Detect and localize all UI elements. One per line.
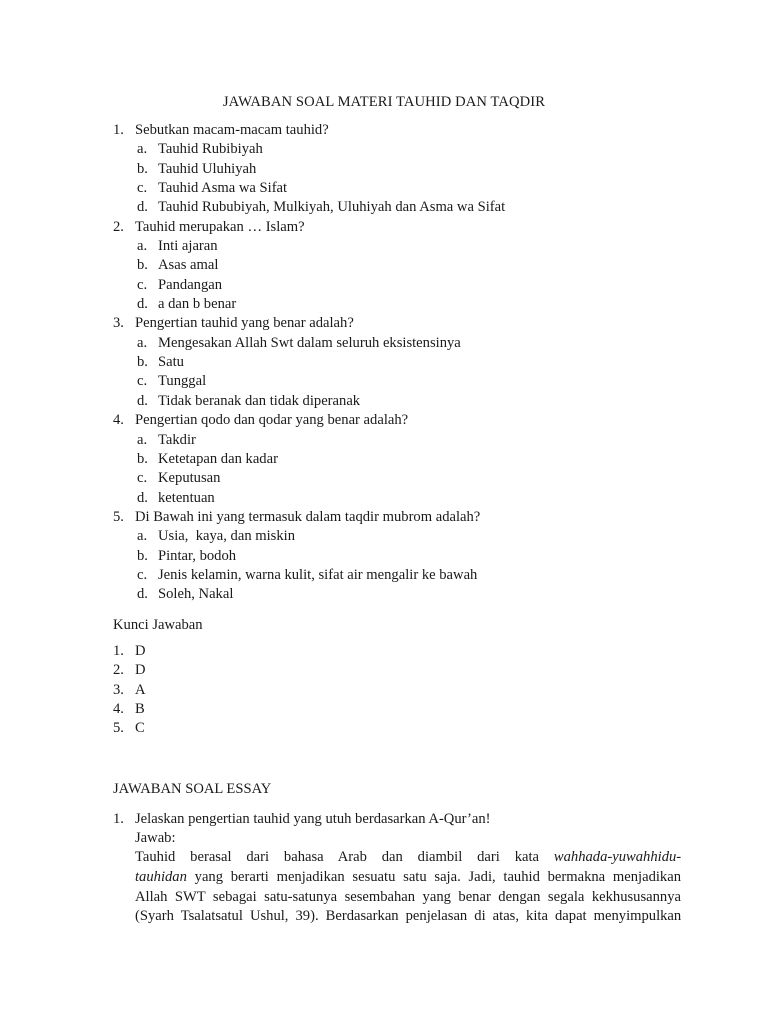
option-5a: [113, 527, 693, 546]
question-text: Sebutkan macam-macam tauhid?: [135, 122, 329, 138]
option-text: Pintar, bodoh: [158, 547, 237, 564]
answer-key-number: 1.: [113, 643, 124, 659]
question-text: Pengertian qodo dan qodar yang benar adalah?: [135, 412, 409, 429]
answer-key-value: D: [135, 662, 146, 679]
answer-key-number: 3.: [113, 681, 124, 698]
question-4: [113, 411, 693, 430]
option-text: Pandangan: [158, 276, 223, 293]
option-1d: [113, 198, 693, 217]
option-letter: c.: [137, 276, 148, 293]
option-2b: [113, 256, 693, 275]
answer-key-list: [113, 642, 313, 739]
option-1a: [113, 140, 693, 159]
option-3d: [113, 392, 693, 411]
option-text: Jenis kelamin, warna kulit, sifat air mengalir ke bawah: [158, 566, 478, 583]
answer-key-number: 5.: [113, 720, 124, 737]
option-4a: [113, 431, 693, 450]
question-text: Tauhid merupakan … Islam?: [135, 218, 305, 235]
option-text: Tauhid Rububiyah, Mulkiyah, Uluhiyah dan Asma wa Sifat: [158, 199, 506, 216]
option-letter: d.: [137, 199, 148, 216]
option-text: Tauhid Asma wa Sifat: [158, 180, 288, 197]
question-5: [113, 508, 693, 527]
answer-line-italic: wahhada-yuwahhidu-: [553, 849, 682, 865]
option-letter: d.: [137, 296, 148, 313]
option-letter: b.: [137, 257, 148, 274]
option-letter: a.: [137, 238, 148, 255]
option-text: Satu: [158, 354, 184, 371]
option-5c: [113, 566, 693, 585]
answer-line-text: yang berarti menjadikan sesuatu satu saja. Jadi, tauhid bermakna menjadikan: [186, 868, 681, 885]
answer-key-item: [113, 700, 313, 719]
option-letter: c.: [137, 180, 148, 197]
option-3c: [113, 372, 693, 391]
option-2d: [113, 295, 693, 314]
option-text: ketentuan: [158, 489, 215, 506]
option-letter: b.: [137, 354, 148, 371]
answer-line-italic: tauhidan: [135, 868, 187, 885]
answer-key-item: [113, 642, 313, 661]
answer-key-number: 2.: [113, 662, 124, 679]
question-2: [113, 218, 693, 237]
option-2c: [113, 276, 693, 295]
option-letter: a.: [137, 431, 148, 448]
question-text: Di Bawah ini yang termasuk dalam taqdir mubrom adalah?: [135, 508, 481, 525]
answer-key-value: B: [135, 701, 145, 718]
option-text: Tunggal: [158, 373, 207, 390]
question-1: [113, 121, 693, 140]
option-text: Tauhid Rubibiyah: [158, 141, 263, 158]
essay-section: [113, 810, 681, 927]
answer-key-value: C: [135, 720, 145, 737]
answer-key-item: [113, 719, 313, 738]
option-1c: [113, 179, 693, 198]
option-text: Takdir: [158, 431, 196, 448]
option-letter: c.: [137, 566, 148, 583]
question-3: [113, 314, 693, 333]
question-number: 3.: [113, 315, 124, 332]
option-3a: [113, 334, 693, 353]
answer-key-item: [113, 661, 313, 680]
option-text: Ketetapan dan kadar: [158, 450, 278, 467]
option-letter: b.: [137, 160, 148, 177]
option-letter: d.: [137, 489, 148, 506]
option-letter: b.: [137, 547, 148, 564]
option-text: Inti ajaran: [158, 238, 218, 255]
question-number: 2.: [113, 218, 124, 235]
option-text: Soleh, Nakal: [158, 586, 234, 603]
option-letter: c.: [137, 470, 148, 487]
option-text: Mengesakan Allah Swt dalam seluruh eksistensinya: [158, 334, 461, 351]
option-letter: d.: [137, 586, 148, 603]
option-letter: d.: [137, 392, 148, 409]
answer-line-text: Allah SWT sebagai satu-satunya sesembahan yang benar dengan segala kekhususannya: [135, 888, 681, 905]
option-1b: [113, 160, 693, 179]
answer-key-item: [113, 681, 313, 700]
answer-line-text: (Syarh Tsalatsatul Ushul, 39). Berdasarkan penjelasan di atas, kita dapat menyimpulkan: [135, 908, 682, 925]
essay-question: [113, 810, 681, 829]
multiple-choice-list: [113, 121, 693, 605]
option-text: Tidak beranak dan tidak diperanak: [158, 392, 361, 409]
option-text: Asas amal: [158, 257, 219, 274]
question-number: 4.: [113, 412, 124, 429]
option-text: a dan b benar: [158, 296, 237, 313]
answer-key-value: D: [135, 643, 146, 659]
option-3b: [113, 353, 693, 372]
answer-key-value: A: [135, 681, 146, 698]
option-5d: [113, 585, 693, 604]
question-number: 5.: [113, 508, 124, 525]
option-letter: c.: [137, 373, 148, 390]
answer-key-number: 4.: [113, 701, 124, 718]
question-number: 1.: [113, 122, 124, 138]
option-text: Tauhid Uluhiyah: [158, 160, 257, 177]
option-letter: a.: [137, 334, 148, 351]
option-5b: [113, 547, 693, 566]
option-text: Usia, kaya, dan miskin: [158, 528, 295, 545]
essay-answer-label: Jawab:: [135, 830, 176, 846]
answer-line: [135, 868, 681, 888]
essay-answer-text: [135, 848, 681, 927]
answer-line-text: Tauhid berasal dari bahasa Arab dan diambil dari kata: [135, 849, 554, 865]
option-letter: a.: [137, 141, 148, 158]
option-letter: a.: [137, 528, 148, 545]
option-4d: [113, 489, 693, 508]
answer-line: [135, 907, 681, 927]
option-4c: [113, 469, 693, 488]
answer-line: [135, 848, 681, 868]
essay-question-number: 1.: [113, 811, 124, 827]
option-letter: b.: [137, 450, 148, 467]
essay-question-text: Jelaskan pengertian tauhid yang utuh berdasarkan A-Qur’an!: [135, 811, 491, 827]
answer-line: [135, 888, 681, 908]
option-4b: [113, 450, 693, 469]
question-text: Pengertian tauhid yang benar adalah?: [135, 315, 354, 332]
option-text: Keputusan: [158, 470, 221, 487]
answer-key-heading: Kunci Jawaban: [113, 617, 203, 633]
option-2a: [113, 237, 693, 256]
essay-heading: JAWABAN SOAL ESSAY: [113, 781, 272, 797]
document-title: JAWABAN SOAL MATERI TAUHID DAN TAQDIR: [222, 94, 546, 110]
